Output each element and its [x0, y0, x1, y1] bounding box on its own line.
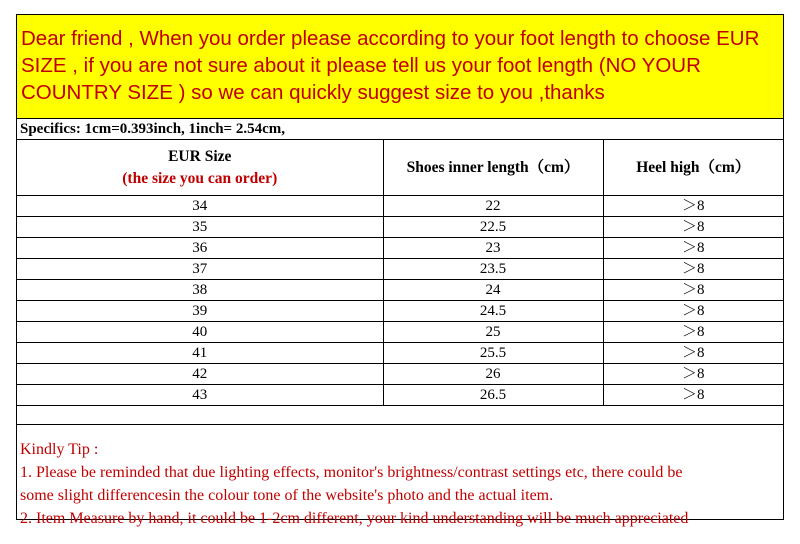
table-row: [17, 217, 783, 238]
cell-heel-high: ＞8: [603, 196, 783, 217]
cell-inner-length: 23: [383, 238, 603, 259]
header-eur-size-label: EUR Size: [168, 147, 232, 165]
table-row: [17, 364, 783, 385]
tip-line: some slight differencesin the colour tone of the website's photo and the actual item.: [20, 487, 554, 504]
cell-eur-size: 41: [17, 343, 383, 364]
cell-inner-length: 26: [383, 364, 603, 385]
cell-inner-length: 24.5: [383, 301, 603, 322]
cell-eur-size: 39: [17, 301, 383, 322]
table-row: [17, 196, 783, 217]
header-eur-size-sublabel: (the size you can order): [122, 169, 278, 187]
order-notice: [17, 15, 783, 119]
notice-line: SIZE , if you are not sure about it please tell us your foot length (NO YOUR: [21, 54, 701, 77]
specifics-line: Specifics: 1cm=0.393inch, 1inch= 2.54cm,: [17, 119, 783, 140]
header-inner-length: Shoes inner length（cm）: [383, 140, 603, 196]
cell-heel-high: ＞8: [603, 259, 783, 280]
size-chart: [16, 14, 784, 527]
table-header-row: [17, 140, 783, 196]
cell-inner-length: 25.5: [383, 343, 603, 364]
tip-line: 2. Item Measure by hand, it could be 1-2cm different, your kind understanding will be much appreciated: [20, 510, 689, 527]
table-row: [17, 322, 783, 343]
notice-line: COUNTRY SIZE ) so we can quickly suggest size to you ,thanks: [21, 81, 605, 104]
cell-inner-length: 23.5: [383, 259, 603, 280]
cell-eur-size: 40: [17, 322, 383, 343]
cell-heel-high: ＞8: [603, 322, 783, 343]
cell-inner-length: 26.5: [383, 385, 603, 406]
cell-eur-size: 36: [17, 238, 383, 259]
tip-line: 1. Please be reminded that due lighting effects, monitor's brightness/contrast settings etc, there could be: [20, 464, 683, 481]
header-heel-high: Heel high（cm）: [603, 140, 783, 196]
notice-line: Dear friend , When you order please according to your foot length to choose EUR: [21, 27, 760, 50]
header-eur-size: [17, 140, 383, 196]
cell-heel-high: ＞8: [603, 301, 783, 322]
cell-heel-high: ＞8: [603, 238, 783, 259]
size-table: [17, 140, 783, 406]
cell-eur-size: 38: [17, 280, 383, 301]
cell-heel-high: ＞8: [603, 385, 783, 406]
table-row: [17, 343, 783, 364]
cell-eur-size: 42: [17, 364, 383, 385]
cell-heel-high: ＞8: [603, 364, 783, 385]
table-row: [17, 280, 783, 301]
table-row: [17, 259, 783, 280]
cell-heel-high: ＞8: [603, 280, 783, 301]
cell-inner-length: 25: [383, 322, 603, 343]
table-row: [17, 301, 783, 322]
kindly-tips: [17, 424, 783, 527]
cell-eur-size: 35: [17, 217, 383, 238]
cell-inner-length: 24: [383, 280, 603, 301]
cell-eur-size: 34: [17, 196, 383, 217]
cell-eur-size: 37: [17, 259, 383, 280]
tips-title: Kindly Tip :: [20, 441, 99, 458]
cell-heel-high: ＞8: [603, 343, 783, 364]
table-row: [17, 385, 783, 406]
cell-inner-length: 22: [383, 196, 603, 217]
cell-inner-length: 22.5: [383, 217, 603, 238]
cell-eur-size: 43: [17, 385, 383, 406]
table-row: [17, 238, 783, 259]
cell-heel-high: ＞8: [603, 217, 783, 238]
